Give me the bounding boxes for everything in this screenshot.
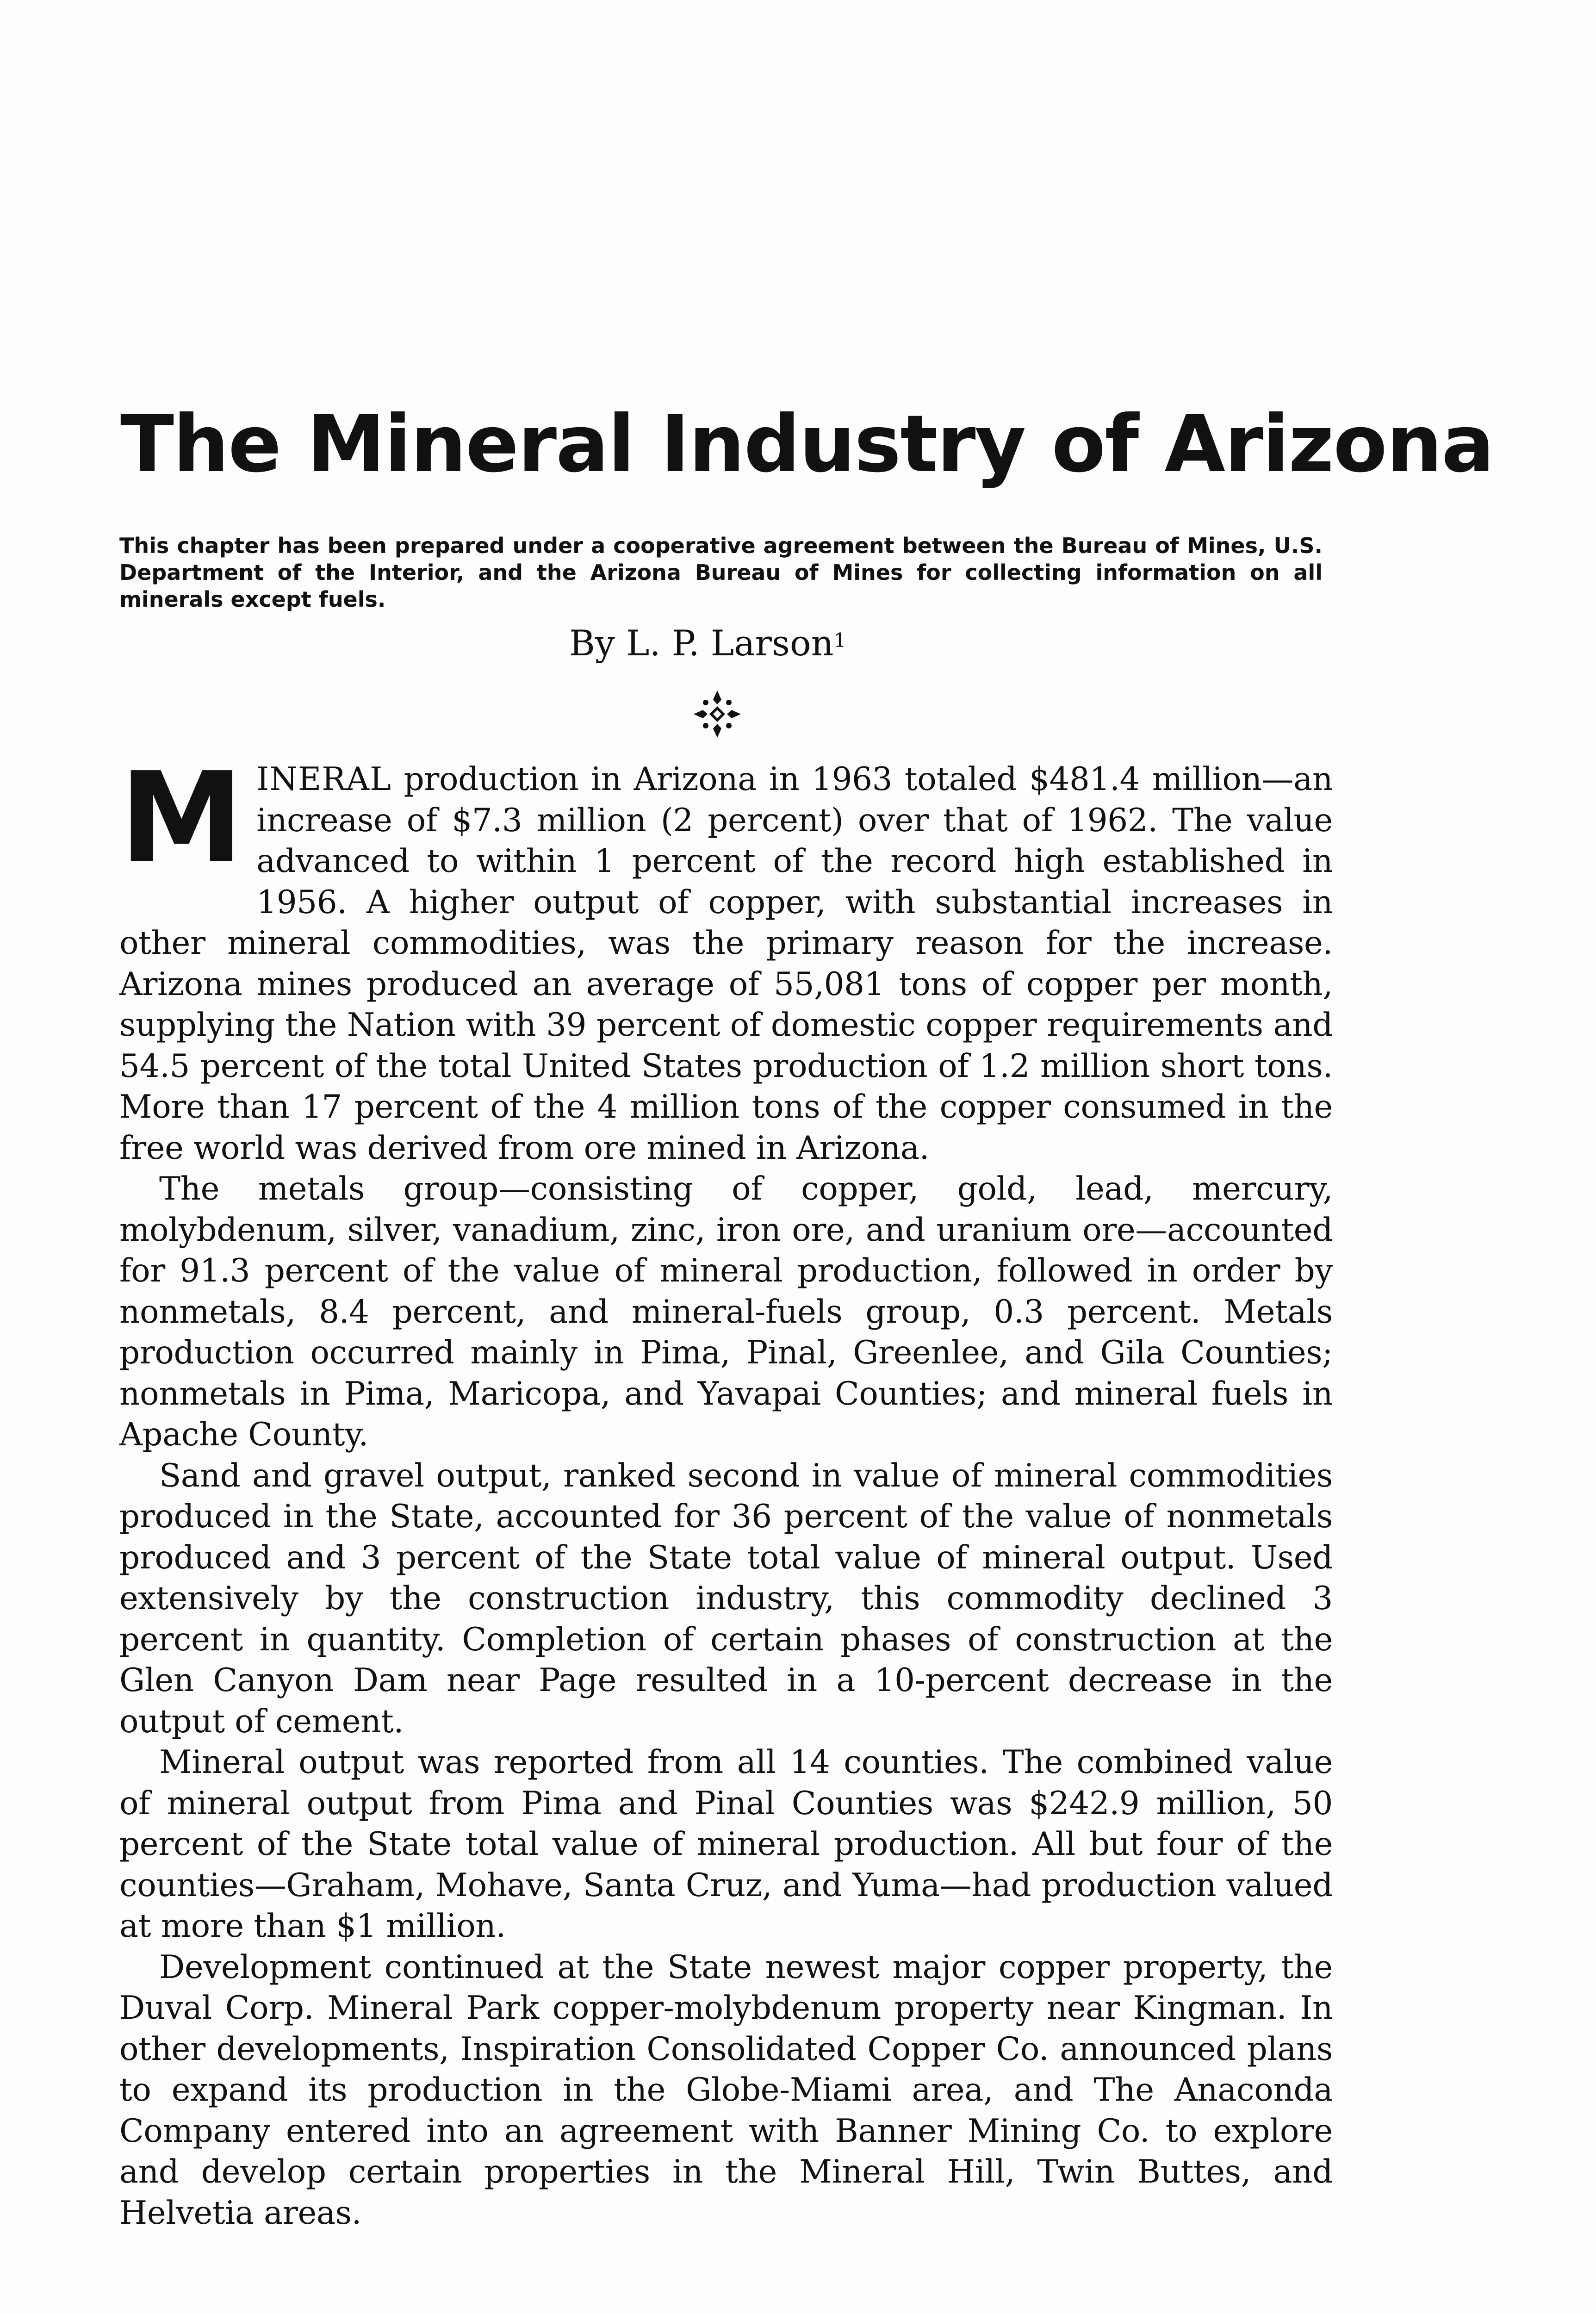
author-name: By L. P. Larson [569, 622, 834, 664]
paragraph-4: Mineral output was reported from all 14 counties. The combined value of mineral output from Pima and Pinal Counties was $242.9 million, 50 percent of the State total value of mineral production. All but four of the counties—Graham, Mohave, Santa Cruz, and Yuma—had production valued at more than $1 million. [119, 1744, 1333, 1945]
byline-footnote-mark: 1 [833, 629, 846, 652]
author-byline [569, 620, 939, 666]
drop-cap: M [119, 745, 244, 891]
first-word: INERAL [256, 761, 391, 798]
ornament-icon [692, 689, 743, 740]
paragraph-1 [119, 745, 1333, 1169]
paragraph-3: Sand and gravel output, ranked second in value of mineral commodities produced in the State, accounted for 36 percent of the value of nonmetals produced and 3 percent of the State total value of mineral output. Used extensively by the construction industry, this commodity declined 3 percent in quantity. Completion of certain phases of construction at the Glen Canyon Dam near Page resulted in a 10-percent decrease in the output of cement. [119, 1457, 1333, 1740]
paragraph-2: The metals group—consisting of copper, gold, lead, mercury, molybdenum, silver, vanadium, zinc, iron ore, and uranium ore—accounted for 91.3 percent of the value of mineral production, followed in order by nonmetals, 8.4 percent, and mineral-fuels group, 0.3 percent. Metals production occurred mainly in Pima, Pinal, Greenlee, and Gila Counties; nonmetals in Pima, Maricopa, and Yavapai Counties; and mineral fuels in Apache County. [119, 1170, 1333, 1453]
body-text [119, 745, 1333, 2233]
chapter-subtitle: This chapter has been prepared under a cooperative agreement between the Bureau of Mines, U.S. Department of the Interior, and the Arizona Bureau of Mines for collecting information on all minerals except fuels. [119, 533, 1323, 612]
paragraph-1-text: production in Arizona in 1963 totaled $481.4 million—an increase of $7.3 million (2 percent) over that of 1962. The value advanced to within 1 percent of the record high established in 1956. A higher output of copper, with substantial increases in other mineral commodities, was the primary reason for the increase. Arizona mines produced an average of 55,081 tons of copper per month, supplying the Nation with 39 percent of domestic copper requirements and 54.5 percent of the total United States production of 1.2 million short tons. More than 17 percent of the 4 million tons of the copper consumed in the free world was derived from ore mined in Arizona. [119, 761, 1333, 1167]
paragraph-5: Development continued at the State newest major copper property, the Duval Corp. Mineral Park copper-molybdenum property near Kingman. In other developments, Inspiration Consolidated Copper Co. announced plans to expand its production in the Globe-Miami area, and The Anaconda Company entered into an agreement with Banner Mining Co. to explore and develop certain properties in the Mineral Hill, Twin Buttes, and Helvetia areas. [119, 1948, 1333, 2232]
chapter-title: The Mineral Industry of Arizona [120, 398, 1494, 490]
